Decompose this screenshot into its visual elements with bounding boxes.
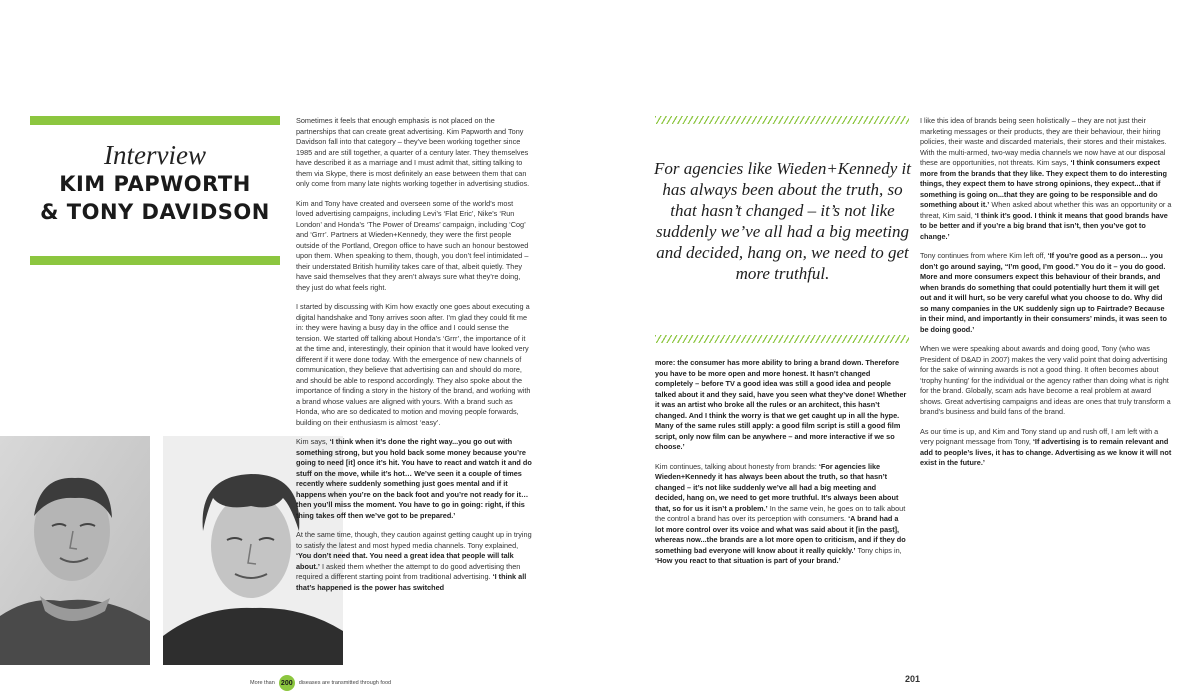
paragraph <box>655 358 907 453</box>
paragraph: Sometimes it feels that enough emphasis is not placed on the partnerships that can create great advertising. Kim Papworth and Tony Davidson fall into that category – they’ve been working together since 1985 and are still together, a quarter of a century later. They themselves have described it as a marriage and I must admit that, sitting talking to them via Skype, there is most definitely an ease between them that can only come from many late nights working together in advertising studios. <box>296 116 530 188</box>
paragraph <box>655 462 907 567</box>
quote-text: ‘If advertising is to remain relevant and add to people’s lives, it has to change. Advertising as we know it will not exist in the future.’ <box>920 437 1172 467</box>
paragraph <box>920 251 1172 335</box>
paragraph-text: When asked about whether this was an opportunity or a threat, Kim said, <box>920 200 1172 220</box>
accent-bar-bottom <box>30 256 280 265</box>
paragraph: Kim and Tony have created and overseen some of the world’s most loved advertising campaigns, including Levi’s ‘Flat Eric’, Nike’s ‘Run London’ and Honda’s ‘The Power of Dreams’ campaign, including ‘Cog’ and ‘Grrr’. Partners at Wieden+Kennedy, they were the first people outside of the Portland, Oregon office to have such an honour bestowed upon them. When speaking to them, though, you don’t feel intimidated – their understated British humility takes care of that, albeit quietly. They have said themselves that they aren’t always sure what they’re doing, they just do what feels right. <box>296 198 529 292</box>
footer-prefix: More than <box>250 680 275 686</box>
quote-text: more: the consumer has more ability to bring a brand down. Therefore you have to be more open and more honest. It hasn’t changed completely – before TV a good idea was still a good idea and people talked about it and they said, have you seen what they’ve done! Whether it was an artist who broke all the rules or an architect, this hasn’t changed. And I think the worry is that we get caught up in all the hype. Many of the same rules still apply: a good film script is still a good film script, only now film can be anywhere – and more interactive if we so choose.’ <box>655 358 907 451</box>
paragraph-text: As our time is up, and Kim and Tony stand up and rush off, I am left with a very poignant message from Tony, <box>920 426 1159 446</box>
quote-text: ‘I think all that’s happened is the power has switched <box>296 572 527 592</box>
paragraph-text: Tony chips in, <box>855 545 902 555</box>
paragraph-text: Kim says, <box>296 437 330 446</box>
paragraph <box>920 116 1172 242</box>
footer-fact <box>250 675 391 691</box>
quote-text: ‘I think consumers expect more from the brands that they like. They expect them to do interesting things, they expect them to have strong opinions, they expect...that if something is going on...that they are going to be responsible and do something about it.’ <box>920 158 1167 209</box>
page-number: 201 <box>905 674 921 684</box>
paragraph: I started by discussing with Kim how exactly one goes about executing a digital handshake and Tony arrives soon after. I’m glad they could fit me in: they were having a busy day in the office and I could sense the tension. We started off talking about Honda’s ‘Grrr’, the importance of it at the time and, interestingly, their opinion that it would have looked very different if it were done today. With the emergence of new channels of communication, they believe that advertising can and should do more, and should be able to respond accordingly. They also spoke about the importance of finding a story in the history of the brand, and working with a brand whose values are aligned with yours. With a brand such as Honda, who are so dedicated to motion and moving people forwards, building on their enthusiasm is almost ‘easy’. <box>296 302 531 427</box>
paragraph <box>296 530 532 593</box>
quote-text: ‘For agencies like Wieden+Kennedy it has always been about the truth, so that hasn’t changed – it’s not like suddenly we’ve all had a big meeting and decided, hang on, we need to get more truthful. It’s always been about that, so for us it isn’t a problem.’ <box>655 461 899 513</box>
quote-text: ‘I think when it’s done the right way...you go out with something strong, but you hold back some money because you’re going to need [it] once it’s hit. You have to react and watch it and do stuff on the move, while it’s hot… We’ve seen it a couple of times recently where suddenly something just goes mental and if it happens when you’re on the back foot and you’re not ready for it…then you’ll miss the moment. You have to go in going: right, if this thing takes off then we’ve got to be prepared.’ <box>296 437 532 520</box>
article-column-3 <box>920 116 1172 478</box>
quote-text: ‘I think it’s good. I think it means that good brands have to be better and if you’re a big brand that isn’t, then you’ve got to change.’ <box>920 210 1168 241</box>
title-name-line1: KIM PAPWORTH <box>59 172 251 196</box>
footer-suffix: diseases are transmitted through food <box>298 680 392 686</box>
hatch-rule-bottom <box>655 335 909 343</box>
title-kicker: Interview <box>104 140 206 170</box>
paragraph-text: At the same time, though, they caution against getting caught up in trying to satisfy the latest and most hyped media channels. Tony explained, <box>296 530 532 550</box>
paragraph: When we were speaking about awards and doing good, Tony (who was President of D&AD in 2007) makes the very valid point that doing advertising for the sake of winning awards is not a good thing. It often becomes about ‘trophy hunting’ for the individual or the agency rather than doing what is right for the brand. Globally, scam ads have become a real problem at award shows. Great advertising campaigns and ideas are ones that truly transform a brand’s business and build fans of the brand. <box>920 344 1171 416</box>
article-column-1 <box>296 116 532 602</box>
pull-quote: For agencies like Wieden+Kennedy it has always been about the truth, so that hasn’t changed – it’s not like suddenly we’ve all had a big meeting and decided, hang on, we need to get more truthful. <box>654 159 911 283</box>
paragraph-text: Kim continues, talking about honesty from brands: <box>655 461 819 471</box>
paragraph-text: In the same vein, he goes on to talk about the control a brand has over its perception with consumers. <box>655 503 906 523</box>
accent-bar-top <box>30 116 280 125</box>
title-name-line2: & TONY DAVIDSON <box>40 200 270 224</box>
photo-kim-papworth <box>0 436 150 665</box>
paragraph-text: Tony continues from where Kim left off, <box>920 251 1048 260</box>
footer-number-badge: 200 <box>279 675 295 691</box>
paragraph <box>296 437 532 521</box>
paragraph-text: I like this idea of brands being seen holistically – they are not just their marketing messages or their products, they are their behaviour, their hiring policies, their waste and discarded materials, their stores and their mistakes. With the multi-armed, two-way media channels we now have at our disposal these are opportunities, not threats. Kim says, <box>920 116 1167 167</box>
article-title <box>30 140 280 226</box>
quote-text: ‘A brand had a lot more control over its voice and what was said about it [in the past], whereas now...the brands are a lot more open to criticism, and if they do something bad everyone will know about it really quickly.’ <box>655 514 906 555</box>
quote-text: ‘You don’t need that. You need a great idea that people will talk about.’ <box>296 551 514 571</box>
quote-text: ‘If you’re good as a person… you don’t go around saying, “I’m good, I’m good.” You do it – you do good. More and more consumers expect this behaviour of their brands, and when brands do something that could potentially hurt them it will get out and it will hurt, so be very careful what you choose to do. Why did so many companies in the UK suddenly sign up to Fairtrade? Because in their mind, and importantly in their consumers’ minds, it was seen to be doing good.’ <box>920 251 1167 334</box>
article-column-2 <box>655 358 907 576</box>
quote-text: ‘How you react to that situation is part of your brand.’ <box>655 556 841 565</box>
paragraph-text: I asked them whether the attempt to do good advertising then required a different starting point from traditional advertising. <box>296 561 521 581</box>
paragraph <box>920 427 1172 469</box>
hatch-rule-top <box>655 116 909 124</box>
